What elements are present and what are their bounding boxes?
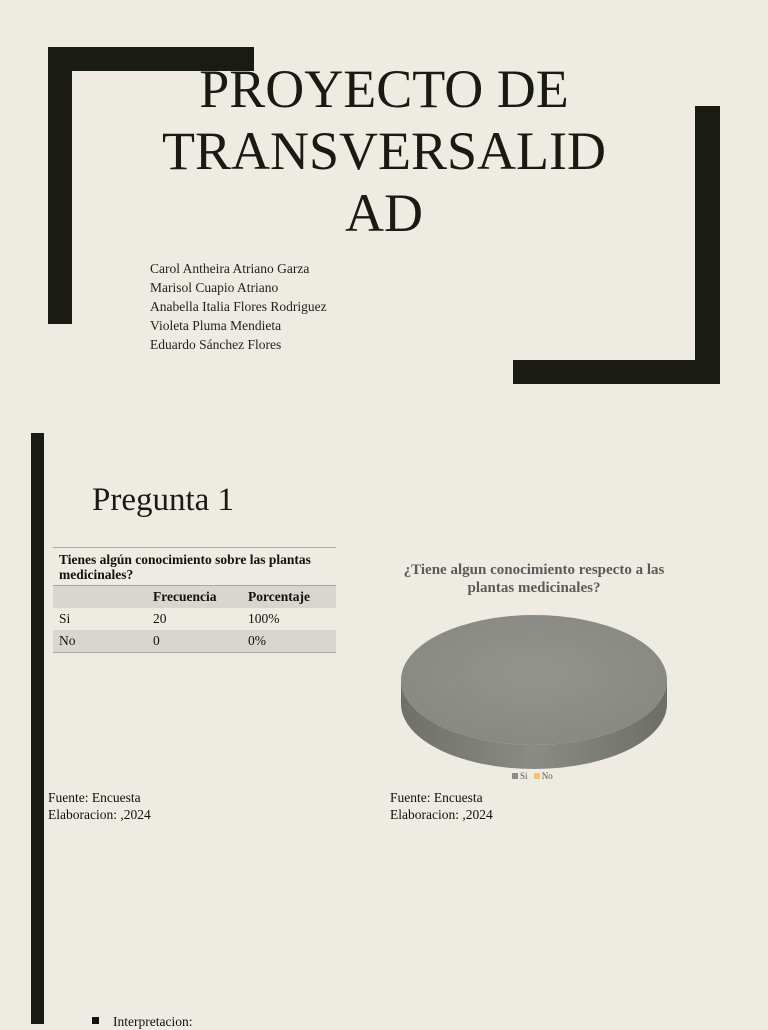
- legend-label: Si: [520, 771, 528, 781]
- author-name: Anabella Italia Flores Rodriguez: [150, 299, 327, 314]
- table-cell: No: [53, 630, 147, 653]
- table-cell: 0%: [242, 630, 336, 653]
- chart-legend: [512, 771, 557, 781]
- legend-item: [512, 771, 528, 781]
- title-slide: [0, 0, 768, 415]
- table-cell: 100%: [248, 611, 280, 626]
- table-row: [53, 630, 336, 653]
- frame-bottom-right-horizontal-bar: [513, 360, 720, 384]
- legend-item: [534, 771, 553, 781]
- table-caption: Tienes algún conocimiento sobre las plantas medicinales?: [53, 548, 336, 586]
- survey-table: [53, 547, 336, 653]
- chart-source-note: [390, 789, 493, 823]
- square-bullet-icon: [92, 1017, 99, 1024]
- title-line-2: TRANSVERSALID: [161, 121, 607, 181]
- left-accent-bar: [31, 433, 44, 1024]
- slide-heading: Pregunta 1: [92, 482, 235, 518]
- frame-top-left-vertical-bar: [48, 47, 72, 324]
- source-line: Fuente: Encuesta: [48, 790, 141, 805]
- author-name: Marisol Cuapio Atriano: [150, 280, 279, 295]
- author-name: Carol Antheira Atriano Garza: [150, 261, 310, 276]
- table-cell: 20: [153, 611, 167, 626]
- interpretation-bullet: [92, 1013, 192, 1030]
- legend-swatch: [512, 773, 518, 779]
- source-line: Fuente: Encuesta: [390, 790, 483, 805]
- title-line-3: AD: [345, 183, 423, 243]
- table-header-cell: [53, 586, 147, 609]
- author-list: [150, 259, 450, 354]
- page-title: [120, 58, 648, 244]
- chart-title: ¿Tiene algun conocimiento respecto a las plantas medicinales?: [403, 562, 665, 596]
- table-header-row: [53, 586, 336, 609]
- table-row: [53, 608, 336, 630]
- table-header-cell: Frecuencia: [153, 589, 217, 604]
- table-caption-row: [53, 548, 336, 586]
- pie-slice-si: [401, 615, 667, 745]
- source-line: Elaboracion: ,2024: [390, 807, 493, 822]
- pie-chart: [392, 555, 676, 790]
- table-source-note: [48, 789, 151, 823]
- table-cell: Si: [59, 611, 71, 626]
- frame-bottom-right-vertical-bar: [695, 106, 720, 383]
- author-name: Violeta Pluma Mendieta: [150, 318, 282, 333]
- table-header-cell: Porcentaje: [248, 589, 310, 604]
- legend-label: No: [541, 771, 553, 781]
- table-cell: 0: [147, 630, 242, 653]
- author-name: Eduardo Sánchez Flores: [150, 337, 282, 352]
- source-line: Elaboracion: ,2024: [48, 807, 151, 822]
- title-line-1: PROYECTO DE: [199, 59, 569, 119]
- question-slide: [0, 415, 768, 1029]
- bullet-text: Interpretacion:: [113, 1014, 193, 1029]
- legend-swatch: [534, 773, 540, 779]
